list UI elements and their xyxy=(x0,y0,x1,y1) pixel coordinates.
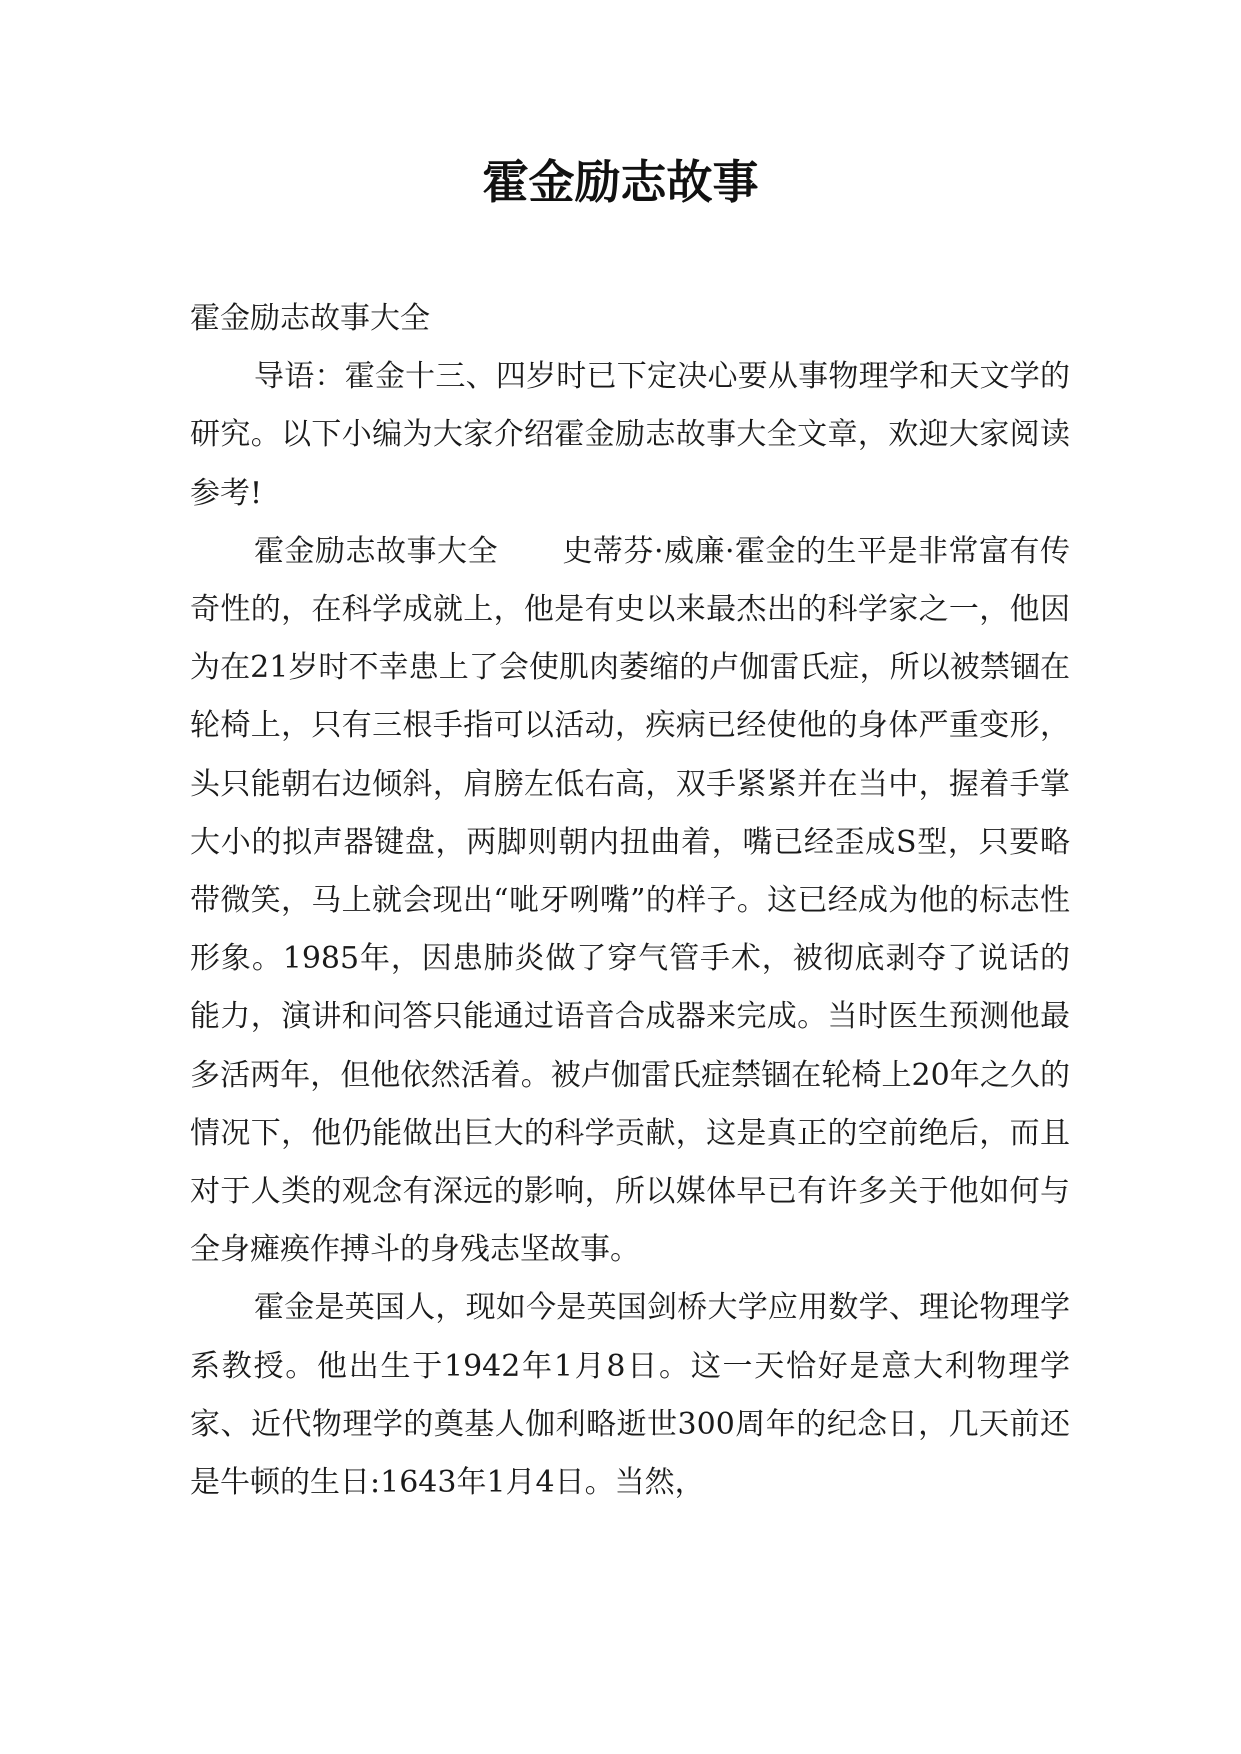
section-heading: 霍金励志故事大全 xyxy=(254,533,498,569)
intro-paragraph: 导语：霍金十三、四岁时已下定决心要从事物理学和天文学的研究。以下小编为大家介绍霍金励志故事大全文章，欢迎大家阅读参考! xyxy=(190,359,1070,511)
document-subtitle: 霍金励志故事大全 xyxy=(190,301,430,336)
story-paragraph-2: 霍金是英国人，现如今是英国剑桥大学应用数学、理论物理学系教授。他出生于1942年1月8日。这一天恰好是意大利物理学家、近代物理学的奠基人伽利略逝世300周年的纪念日，几天前还是牛顿的生日:1643年1月4日。当然， xyxy=(190,1290,1070,1501)
story-paragraph-1 xyxy=(190,523,1070,1280)
document-title: 霍金励志故事 xyxy=(482,155,759,209)
document-body xyxy=(190,290,1070,1512)
paragraph-1-text: 史蒂芬·威廉·霍金的生平是非常富有传奇性的，在科学成就上，他是有史以来最杰出的科学家之一，他因为在21岁时不幸患上了会使肌肉萎缩的卢伽雷氏症，所以被禁锢在轮椅上，只有三根手指可以活动，疾病已经使他的身体严重变形，头只能朝右边倾斜，肩膀左低右高，双手紧紧并在当中，握着手掌大小的拟声器键盘，两脚则朝内扭曲着，嘴已经歪成S型，只要略带微笑，马上就会现出“呲牙咧嘴”的样子。这已经成为他的标志性形象。1985年，因患肺炎做了穿气管手术，被彻底剥夺了说话的能力，演讲和问答只能通过语音合成器来完成。当时医生预测他最多活两年，但他依然活着。被卢伽雷氏症禁锢在轮椅上20年之久的情况下，他仍能做出巨大的科学贡献，这是真正的空前绝后，而且对于人类的观念有深远的影响，所以媒体早已有许多关于他如何与全身瘫痪作搏斗的身残志坚故事。 xyxy=(190,533,1071,1268)
